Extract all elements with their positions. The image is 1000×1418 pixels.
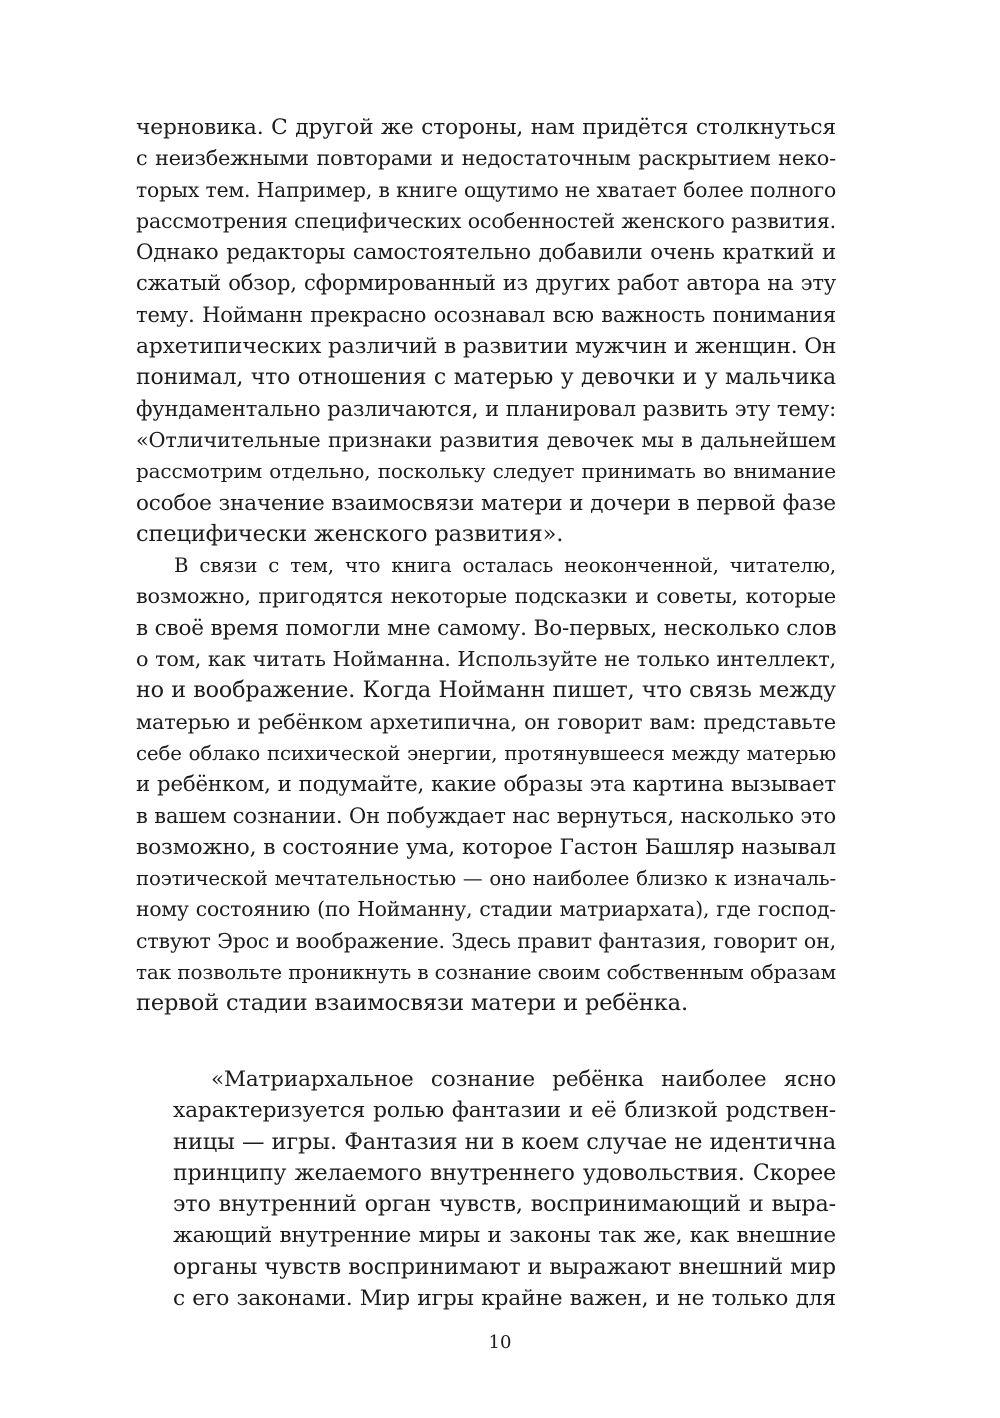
page-number: 10 bbox=[488, 1332, 512, 1353]
text-line: возможно, в состояние ума, которое Гастон Башляр называл bbox=[136, 834, 836, 860]
text-line: ному состоянию (по Нойманну, стадии матриархата), где господ- bbox=[136, 897, 836, 922]
text-line: возможно, пригодятся некоторые подсказки и советы, которые bbox=[136, 584, 836, 609]
text-line: и ребёнком, и подумайте, какие образы эта картина вызывает bbox=[136, 772, 836, 798]
text-line: В связи с тем, что книга осталась неоконченной, читателю, bbox=[174, 554, 836, 578]
text-line: сжатый обзор, сформированный из других работ автора на эту bbox=[136, 271, 836, 296]
text-line: но и воображение. Когда Нойманн пишет, что связь между bbox=[136, 677, 836, 704]
block-quote bbox=[173, 1064, 836, 1314]
text-line: в вашем сознании. Он побуждает нас вернуться, насколько это bbox=[136, 803, 836, 828]
text-line: торых тем. Например, в книге ощутимо не хватает более полного bbox=[136, 177, 836, 202]
text-line: фундаментально различаются, и планировал развить эту тему: bbox=[136, 396, 836, 421]
text-line: особое значение взаимосвязи матери и дочери в первой фазе bbox=[136, 490, 836, 516]
text-line: специфически женского развития». bbox=[136, 520, 564, 547]
text-line: матерью и ребёнком архетипична, он говорит вам: представьте bbox=[136, 709, 836, 734]
quote-line: это внутренний орган чувств, воспринимающий и выра- bbox=[173, 1191, 836, 1218]
text-line: первой стадии взаимосвязи матери и ребёнка. bbox=[136, 990, 688, 1017]
paragraph-1 bbox=[136, 112, 836, 550]
text-line: архетипических различий в развитии мужчин и женщин. Он bbox=[136, 334, 837, 360]
text-line: с неизбежными повторами и недостаточным раскрытием неко- bbox=[136, 146, 836, 171]
paragraph-2 bbox=[136, 550, 836, 1019]
text-line: поэтической мечтательностью — оно наиболее близко к изначаль- bbox=[136, 867, 836, 891]
text-line: понимал, что отношения с матерью у девочки и у мальчика bbox=[136, 365, 836, 391]
text-line: ствуют Эрос и воображение. Здесь правит фантазия, говорит он, bbox=[136, 928, 836, 953]
quote-line: ницы — игры. Фантазия ни в коем случае не идентична bbox=[173, 1128, 836, 1155]
text-line: так позвольте проникнуть в сознание своим собственным образам bbox=[136, 960, 836, 985]
text-line: в своё время помогли мне самому. Во-первых, несколько слов bbox=[136, 615, 837, 641]
main-text bbox=[136, 112, 836, 1020]
text-line: рассмотрения специфических особенностей женского развития. bbox=[136, 208, 836, 233]
text-line: рассмотрим отдельно, поскольку следует принимать во внимание bbox=[136, 459, 836, 484]
text-line: черновика. С другой же стороны, нам придётся столкнуться bbox=[136, 115, 836, 140]
text-line: Однако редакторы самостоятельно добавили очень краткий и bbox=[136, 240, 836, 266]
quote-line: принципу желаемого внутреннего удовольствия. Скорее bbox=[173, 1160, 836, 1186]
quote-line: жающий внутренние миры и законы так же, как внешние bbox=[173, 1223, 836, 1249]
quote-line: «Матриархальное сознание ребёнка наиболее ясно bbox=[211, 1067, 836, 1092]
quote-line: с его законами. Мир игры крайне важен, и не только для bbox=[173, 1286, 836, 1312]
quote-line: органы чувств воспринимают и выражают внешний мир bbox=[173, 1253, 836, 1280]
text-line: о том, как читать Нойманна. Используйте не только интеллект, bbox=[136, 647, 836, 672]
quote-line: характеризуется ролью фантазии и её близкой родствен- bbox=[173, 1098, 836, 1124]
text-line: тему. Нойманн прекрасно осознавал всю важность понимания bbox=[136, 302, 836, 327]
text-line: «Отличительные признаки развития девочек мы в дальнейшем bbox=[136, 427, 836, 452]
text-line: себе облако психической энергии, протянувшееся между матерью bbox=[136, 741, 836, 765]
